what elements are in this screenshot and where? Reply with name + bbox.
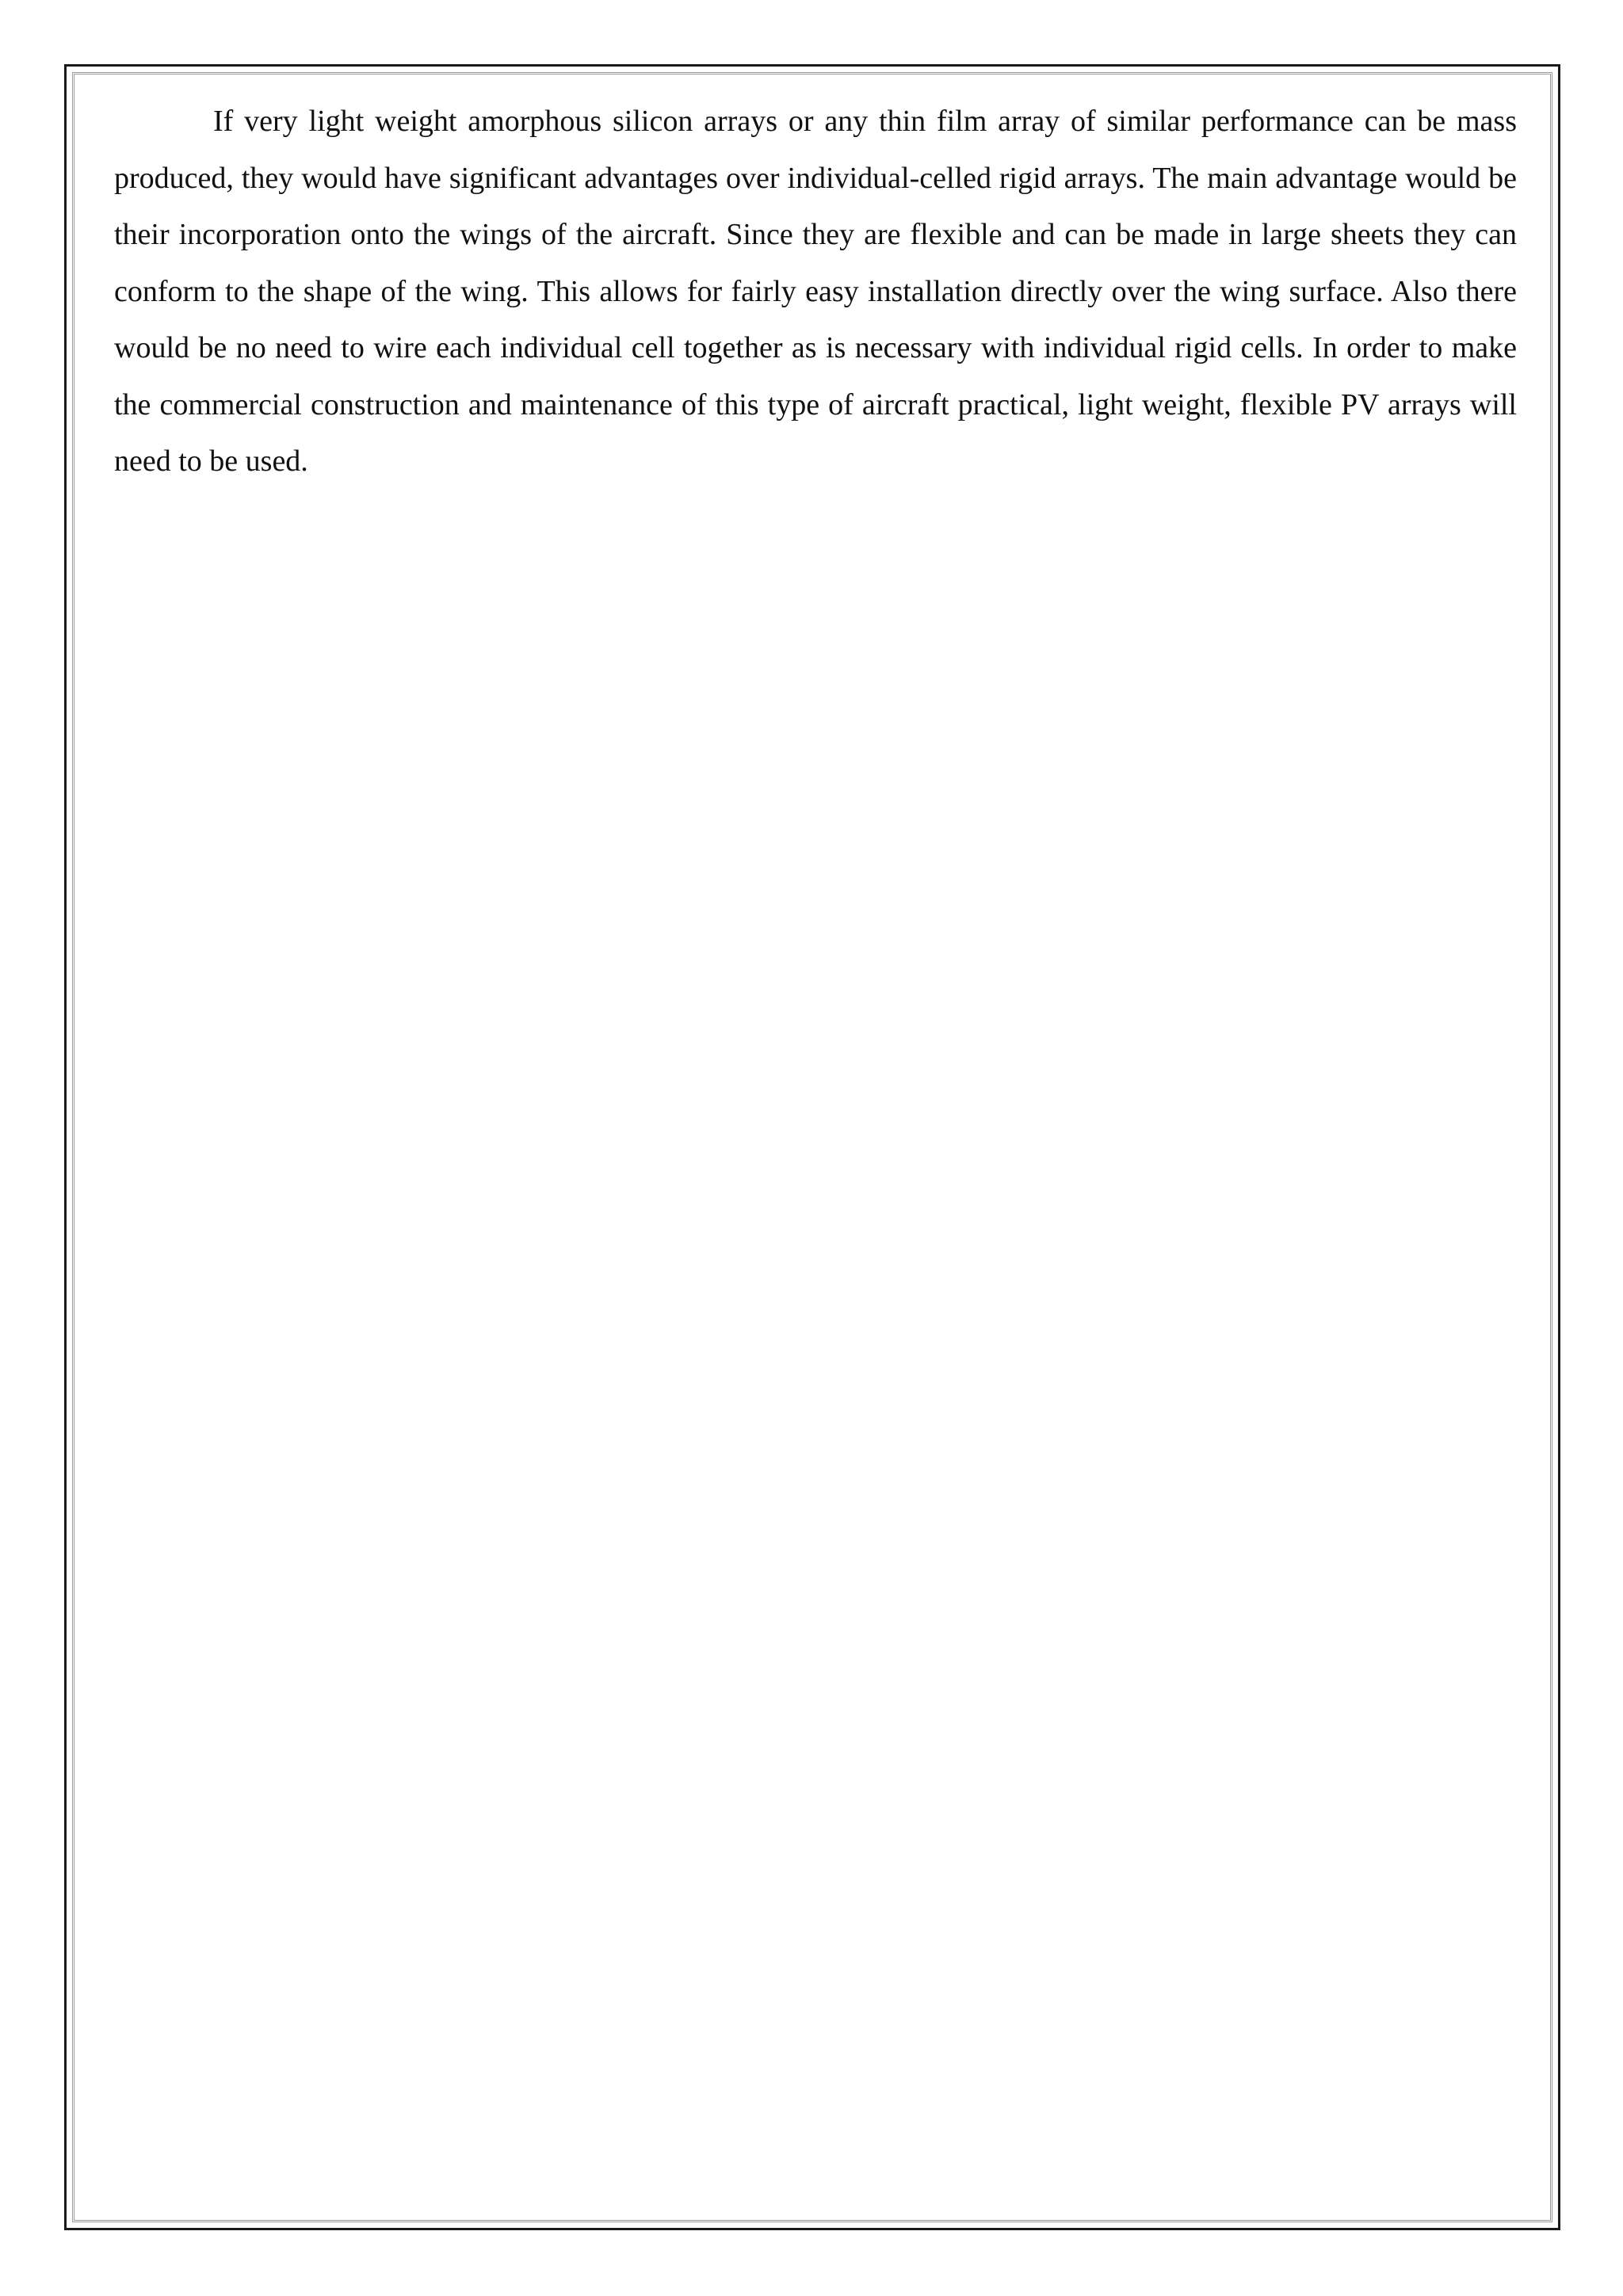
body-paragraph: If very light weight amorphous silicon arrays or any thin film array of similar performance can be mass produced, they would have significant advantages over individual-celled rigid arrays. The main advantage would be their incorporation onto the wings of the aircraft. Since they are flexible and can be made in large sheets they can conform to the shape of the wing. This allows for fairly easy installation directly over the wing surface. Also there would be no need to wire each individual cell together as is necessary with individual rigid cells. In order to make the commercial construction and maintenance of this type of aircraft practical, light weight, flexible PV arrays will need to be used. <box>114 105 1517 478</box>
page-content <box>114 93 1517 490</box>
